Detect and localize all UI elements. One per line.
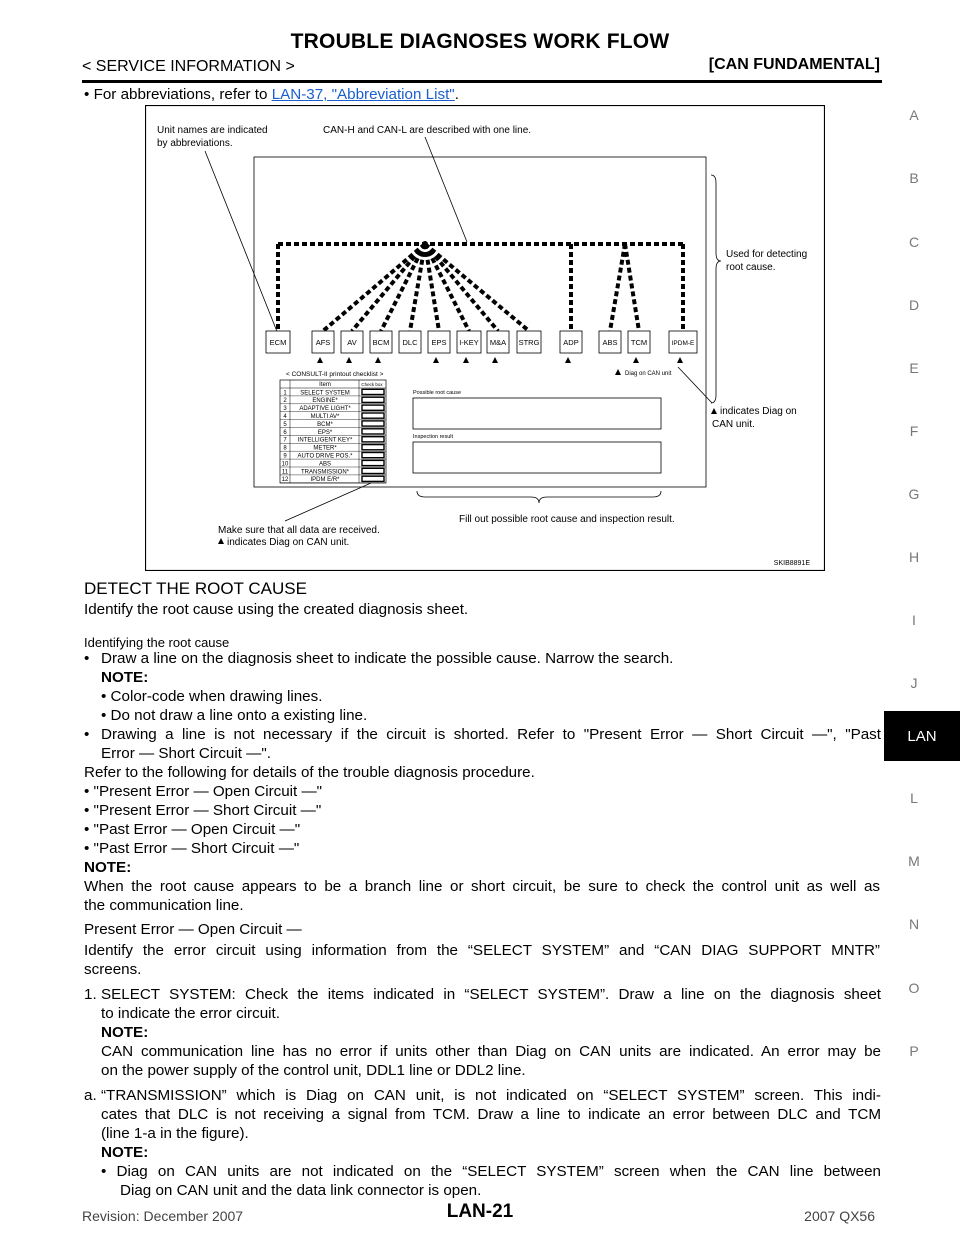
unit-label-ikey: I-KEY — [459, 338, 479, 347]
checklist-row-item: ABS — [318, 461, 332, 468]
bullet: • — [84, 650, 90, 667]
checklist-row-number: 12 — [281, 477, 289, 484]
callout-units-line1: Unit names are indicated — [157, 125, 268, 136]
note-item-text: Do not draw a line onto a existing line. — [110, 707, 368, 724]
section-title: DETECT THE ROOT CAUSE — [84, 579, 307, 598]
checklist-table — [280, 380, 386, 483]
checklist-row-number: 9 — [283, 453, 287, 460]
intro-line — [84, 85, 459, 104]
substep-text: (line 1-a in the figure). — [101, 1125, 249, 1142]
checklist-check-box — [362, 429, 384, 434]
inspection-result-box — [413, 442, 661, 473]
side-index-o[interactable]: O — [908, 980, 920, 996]
checklist-row-number: 5 — [283, 421, 287, 428]
bullet-text: Drawing a line is not necessary if the circuit is shorted. Refer to "Present Error — Short Circuit —", "Past — [101, 726, 881, 743]
side-index-current-tab[interactable]: LAN — [884, 711, 960, 761]
inspection-result-label: Inspection result — [413, 434, 454, 440]
side-index-i[interactable]: I — [912, 612, 916, 628]
note-text-cont: Diag on CAN unit and the data link connector is open. — [120, 1182, 482, 1199]
checklist-row-item: SELECT SYSTEM — [300, 390, 350, 397]
header-rule — [82, 80, 882, 83]
checklist-head-check: Check box — [361, 382, 383, 387]
unit-label-ecm: ECM — [269, 338, 287, 347]
paragraph: Identify the root cause using the created diagnosis sheet. — [84, 601, 469, 618]
callout-detect-line2: root cause. — [726, 262, 776, 273]
substep-text: “TRANSMISSION” which is Diag on CAN unit, is not indicated on “SELECT SYSTEM” screen. This indi- — [101, 1087, 881, 1104]
callout-diag-line1: indicates Diag on — [720, 406, 797, 417]
bullet-text-cont: Error — Short Circuit —". — [101, 745, 271, 762]
checklist-check-box — [362, 468, 384, 473]
checklist-row-number: 11 — [281, 469, 289, 476]
intro-end: . — [454, 86, 459, 103]
note-text: When the root cause appears to be a branch line or short circuit, be sure to check the control unit as well as — [84, 878, 880, 895]
checklist-row-number: 7 — [283, 437, 287, 444]
checklist-check-box — [362, 421, 384, 426]
manual-section: [CAN FUNDAMENTAL] — [708, 56, 880, 73]
checklist-row-number: 8 — [283, 445, 287, 452]
unit-label-ipdm: IPDM-E — [671, 340, 695, 347]
unit-label-dlc: DLC — [402, 338, 418, 347]
procedure-item: • "Present Error — Short Circuit —" — [84, 802, 322, 819]
step-number: 1. — [84, 986, 97, 1003]
page-title: TROUBLE DIAGNOSES WORK FLOW — [290, 30, 670, 53]
note-text-inner: Diag on CAN units are not indicated on the “SELECT SYSTEM” screen when the CAN line between — [116, 1163, 881, 1180]
diagnosis-sheet-figure — [145, 105, 825, 571]
callout-fill: Fill out possible root cause and inspection result. — [459, 514, 675, 525]
checklist-row-number: 2 — [283, 398, 287, 405]
note-text: CAN communication line has no error if units other than Diag on CAN units are indicated. An error may be — [101, 1043, 881, 1060]
checklist-row-item: MULTI AV* — [310, 414, 340, 420]
side-index-h[interactable]: H — [908, 549, 920, 565]
unit-label-afs: AFS — [315, 338, 331, 347]
note-label: NOTE: — [101, 1024, 149, 1041]
callout-units-line2: by abbreviations. — [157, 138, 233, 149]
step-text: SELECT SYSTEM: Check the items indicated in “SELECT SYSTEM”. Draw a line on the diagnosis sheet — [101, 986, 881, 1003]
checklist-row-item: AUTO DRIVE POS.* — [297, 453, 353, 460]
possible-root-cause-label: Possible root cause — [413, 390, 461, 396]
figure-id: SKIB8891E — [773, 560, 810, 567]
branch-node — [422, 241, 428, 247]
side-index-p[interactable]: P — [909, 1043, 919, 1059]
bullet: • — [84, 86, 90, 103]
substep-text: cates that DLC is not receiving a signal from TCM. Draw a line to indicate an error between DLC and TCM — [101, 1106, 881, 1123]
checklist-check-box — [362, 476, 384, 481]
note-item-text: Color-code when drawing lines. — [110, 688, 323, 705]
procedure-item-text: "Past Error — Open Circuit —" — [93, 821, 301, 838]
unit-label-bcm: BCM — [372, 338, 390, 347]
checklist-check-box — [362, 389, 384, 394]
checklist-check-box — [362, 453, 384, 458]
unit-label-tcm: TCM — [630, 338, 648, 347]
paragraph: Refer to the following for details of the trouble diagnosis procedure. — [84, 764, 535, 781]
unit-label-eps: EPS — [431, 338, 447, 347]
abbreviation-list-link[interactable]: LAN-37, "Abbreviation List" — [271, 86, 455, 103]
checklist-row-item: IPDM E/R* — [310, 477, 340, 484]
substep-letter: a. — [84, 1087, 97, 1104]
side-index-f[interactable]: F — [909, 423, 919, 439]
checklist-row-item: INTELLIGENT KEY* — [297, 437, 353, 444]
note-text-cont: on the power supply of the control unit, DDL1 line or DDL2 line. — [101, 1062, 526, 1079]
procedure-item: • "Past Error — Open Circuit —" — [84, 821, 301, 838]
checklist-check-box — [362, 397, 384, 402]
step-text-cont: to indicate the error circuit. — [101, 1005, 280, 1022]
procedure-item-text: "Past Error — Short Circuit —" — [93, 840, 300, 857]
model-year: 2007 QX56 — [804, 1208, 875, 1224]
unit-label-abs: ABS — [602, 338, 618, 347]
checklist-row-item: BCM* — [317, 421, 333, 428]
checklist-row-item: TRANSMISSION* — [300, 469, 350, 476]
checklist-check-box — [362, 460, 384, 465]
side-index-e[interactable]: E — [909, 360, 919, 376]
page-number: LAN-21 — [446, 1201, 514, 1222]
subheading: Present Error — Open Circuit — — [84, 921, 302, 938]
side-index-b[interactable]: B — [909, 170, 919, 186]
checklist-row-number: 3 — [283, 406, 287, 413]
procedure-item: • "Past Error — Short Circuit —" — [84, 840, 300, 857]
checklist-row-item: ENGINE* — [312, 398, 338, 405]
revision-date: Revision: December 2007 — [82, 1208, 244, 1224]
paragraph: Identify the error circuit using information from the “SELECT SYSTEM” and “CAN DIAG SUPPORT MNTR” — [84, 942, 880, 959]
checklist-row-item: METER* — [313, 445, 337, 452]
unit-label-av: AV — [347, 338, 357, 347]
note-label: NOTE: — [84, 859, 132, 876]
checklist-row-item: EPS* — [317, 429, 333, 436]
callout-make-line2: indicates Diag on CAN unit. — [227, 537, 350, 548]
checklist-check-box — [362, 445, 384, 450]
bullet-text: Draw a line on the diagnosis sheet to indicate the possible cause. Narrow the search. — [101, 650, 674, 667]
unit-label-adp: ADP — [563, 338, 579, 347]
side-index-c[interactable]: C — [908, 234, 920, 250]
checklist-head-item: Item — [319, 382, 331, 388]
side-index-l[interactable]: L — [910, 790, 918, 806]
callout-make-line1: Make sure that all data are received. — [218, 525, 380, 536]
side-index-g[interactable]: G — [908, 486, 920, 502]
side-index-d[interactable]: D — [908, 297, 920, 313]
possible-root-cause-box — [413, 398, 661, 429]
checklist-row-number: 1 — [283, 390, 287, 397]
checklist-row-number: 10 — [281, 461, 289, 468]
checklist-row-number: 6 — [283, 429, 287, 436]
checklist-row-number: 4 — [283, 414, 287, 420]
note-text-cont: the communication line. — [84, 897, 244, 914]
callout-diag-line2: CAN unit. — [712, 419, 755, 430]
checklist-row-item: ADAPTIVE LIGHT* — [299, 406, 351, 413]
note-item: • Color-code when drawing lines. — [101, 688, 323, 705]
note-label: NOTE: — [101, 669, 149, 686]
side-index-n[interactable]: N — [908, 916, 920, 932]
side-index-m[interactable]: M — [908, 853, 920, 869]
checklist-check-box — [362, 413, 384, 418]
checklist-check-box — [362, 437, 384, 442]
unit-label-strg: STRG — [518, 338, 540, 347]
callout-detect-line1: Used for detecting — [726, 249, 808, 260]
procedure-item: • "Present Error — Open Circuit —" — [84, 783, 323, 800]
bullet: • — [84, 726, 90, 743]
side-index-j[interactable]: J — [910, 675, 918, 691]
checklist-title: < CONSULT-II printout checklist > — [286, 371, 384, 378]
checklist-check-box — [362, 405, 384, 410]
paragraph-cont: screens. — [84, 961, 142, 978]
side-index-a[interactable]: A — [909, 107, 919, 123]
unit-label-ma: M&A — [489, 338, 507, 347]
procedure-item-text: "Present Error — Open Circuit —" — [93, 783, 323, 800]
callout-can: CAN-H and CAN-L are described with one line. — [323, 125, 532, 136]
intro-text: For abbreviations, refer to — [93, 86, 272, 103]
note-item: • Do not draw a line onto a existing line. — [101, 707, 368, 724]
note-text: • Diag on CAN units are not indicated on the “SELECT SYSTEM” screen when the CAN line between — [101, 1163, 881, 1180]
procedure-item-text: "Present Error — Short Circuit —" — [93, 802, 322, 819]
subheading: Identifying the root cause — [84, 635, 230, 650]
note-label: NOTE: — [101, 1144, 149, 1161]
section-context: < SERVICE INFORMATION > — [82, 58, 295, 75]
diag-on-can-small-label: Diag on CAN unit — [625, 371, 672, 377]
